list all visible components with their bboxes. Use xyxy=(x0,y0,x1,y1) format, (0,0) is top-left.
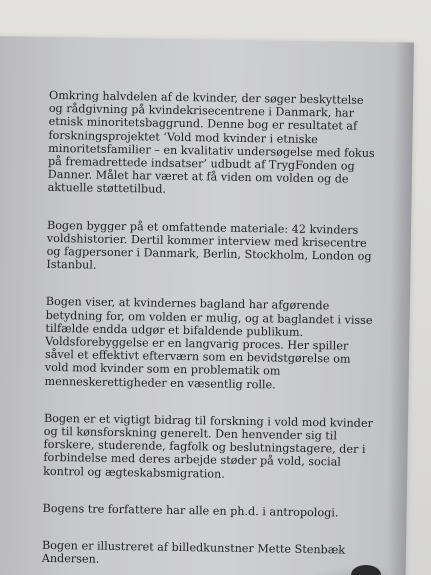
blurb-paragraph-1: Omkring halvdelen af de kvinder, der søger beskyttelse og rådgivning på kvindekrisecentrene i Danmark, har etnisk minoritetsbaggrund. Denne bog er resultatet af forskningsprojektet ‘Vold mod kvinder i etniske minoritetsfamilier – en kvalitativ undersøgelse med fokus på fremadrettede indsatser’ udbudt af TrygFonden og Danner. Målet har været at få viden om volden og de aktuelle støttetilbud. xyxy=(47,88,375,197)
blurb-paragraph-2: Bogen bygger på et omfattende materiale: 42 kvinders voldshistorier. Dertil kommer interview med krisecentre og fagpersoner i Danmark, Berlin, Stockholm, London og Istanbul. xyxy=(46,218,372,272)
blurb-paragraph-3: Bogen viser, at kvindernes bagland har afgørende betydning for, om volden er mulig, og at baglandet i visse tilfælde endda udgør et bifaldende publikum. Voldsforebyggelse er en langvarig proces. Her spiller såvel et effektivt efterværn som en bevidstgørelse om vold mod kvinder som en problematik om menneskerettigheder en væsentlig rolle. xyxy=(44,295,373,392)
book-back-cover xyxy=(0,36,414,575)
blurb-paragraph-4: Bogen er et vigtigt bidrag til forskning i vold mod kvinder og til kønsforskning generelt. Den henvender sig til forskere, studerende, fagfolk og beslutningstagere, der i forbindelse med deres arbejde støder på vold, social kontrol og ægteskabsmigration. xyxy=(43,411,373,481)
blurb-paragraph-6: Bogen er illustreret af billedkunstner Mette Stenbæk Andersen. xyxy=(41,538,346,566)
book-spine-edge xyxy=(385,42,414,575)
blurb-paragraph-5: Bogens tre forfattere har alle en ph.d. i antropologi. xyxy=(42,501,339,520)
blurb-text xyxy=(41,89,379,575)
